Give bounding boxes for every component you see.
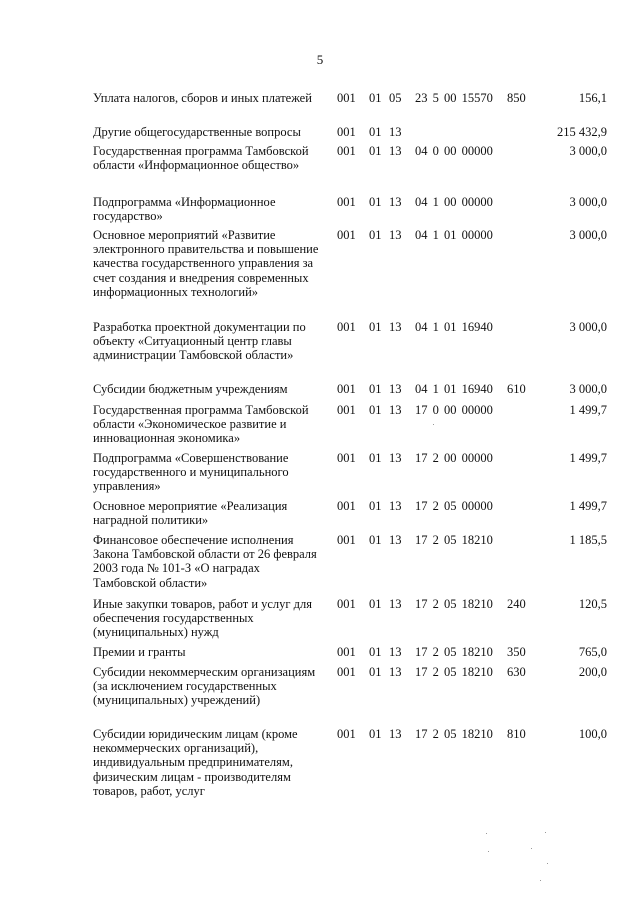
row-name: Субсидии некоммерческим организациям (за исключением государственных (муниципальных) учреждений) <box>93 665 316 708</box>
csr-code: 04 1 01 16940 <box>415 320 493 334</box>
vr-code: 350 <box>507 645 526 659</box>
page-number: 5 <box>316 52 324 67</box>
vr-code: 240 <box>507 597 526 611</box>
row-name: Субсидии бюджетным учреждениям <box>93 382 288 396</box>
row-name: Субсидии юридическим лицам (кроме некоммерческих организаций), индивидуальным предпринимателям, физическим лицам - производителям товаров, работ, услуг <box>93 727 298 798</box>
row-name: Иные закупки товаров, работ и услуг для обеспечения государственных (муниципальных) нужд <box>93 597 313 640</box>
row-sum: 3 000,0 <box>569 195 607 209</box>
row-name: Подпрограмма «Информационное государство» <box>93 195 276 224</box>
rz-code: 01 <box>369 499 382 513</box>
ved-code: 001 <box>337 403 356 417</box>
ved-code: 001 <box>337 125 356 139</box>
rz-code: 01 <box>369 195 382 209</box>
ved-code: 001 <box>337 727 356 741</box>
rz-code: 01 <box>369 144 382 158</box>
csr-code: 17 2 05 18210 <box>415 533 493 547</box>
pr-code: 13 <box>389 403 402 417</box>
row-sum: 1 499,7 <box>569 403 607 417</box>
pr-code: 13 <box>389 597 402 611</box>
rz-code: 01 <box>369 382 382 396</box>
row-sum: 1 499,7 <box>569 499 607 513</box>
rz-code: 01 <box>369 665 382 679</box>
rz-code: 01 <box>369 320 382 334</box>
pr-code: 13 <box>389 228 402 242</box>
csr-code: 17 2 05 00000 <box>415 499 493 513</box>
rz-code: 01 <box>369 91 382 105</box>
csr-code: 04 1 00 00000 <box>415 195 493 209</box>
ved-code: 001 <box>337 533 356 547</box>
rz-code: 01 <box>369 451 382 465</box>
row-name: Финансовое обеспечение исполнения Закона Тамбовской области от 26 февраля 2003 года № 101-З «О наградах Тамбовской области» <box>93 533 317 590</box>
row-sum: 1 185,5 <box>569 533 607 547</box>
row-sum: 215 432,9 <box>557 125 607 139</box>
pr-code: 13 <box>389 320 402 334</box>
pr-code: 13 <box>389 727 402 741</box>
csr-code: 17 2 00 00000 <box>415 451 493 465</box>
csr-code: 23 5 00 15570 <box>415 91 493 105</box>
pr-code: 13 <box>389 665 402 679</box>
ved-code: 001 <box>337 499 356 513</box>
row-sum: 100,0 <box>578 727 607 741</box>
vr-code: 610 <box>507 382 526 396</box>
csr-code: 04 1 01 00000 <box>415 228 493 242</box>
rz-code: 01 <box>369 533 382 547</box>
pr-code: 13 <box>389 451 402 465</box>
pr-code: 13 <box>389 195 402 209</box>
ved-code: 001 <box>337 91 356 105</box>
pr-code: 13 <box>389 125 402 139</box>
pr-code: 13 <box>389 144 402 158</box>
row-sum: 200,0 <box>578 665 607 679</box>
row-name: Государственная программа Тамбовской области «Информационное общество» <box>93 144 309 173</box>
csr-code: 04 0 00 00000 <box>415 144 493 158</box>
row-sum: 156,1 <box>578 91 607 105</box>
vr-code: 810 <box>507 727 526 741</box>
csr-code: 17 2 05 18210 <box>415 645 493 659</box>
row-name: Подпрограмма «Совершенствование государственного и муниципального управления» <box>93 451 289 494</box>
rz-code: 01 <box>369 645 382 659</box>
row-name: Другие общегосударственные вопросы <box>93 125 301 139</box>
csr-code: 17 0 00 00000 <box>415 403 493 417</box>
row-sum: 1 499,7 <box>569 451 607 465</box>
ved-code: 001 <box>337 195 356 209</box>
row-sum: 3 000,0 <box>569 382 607 396</box>
csr-code: 04 1 01 16940 <box>415 382 493 396</box>
rz-code: 01 <box>369 403 382 417</box>
rz-code: 01 <box>369 228 382 242</box>
row-name: Уплата налогов, сборов и иных платежей <box>93 91 312 105</box>
pr-code: 13 <box>389 382 402 396</box>
ved-code: 001 <box>337 645 356 659</box>
row-name: Государственная программа Тамбовской области «Экономическое развитие и инновационная экономика» <box>93 403 309 446</box>
csr-code: 17 2 05 18210 <box>415 597 493 611</box>
ved-code: 001 <box>337 382 356 396</box>
row-sum: 120,5 <box>578 597 607 611</box>
ved-code: 001 <box>337 597 356 611</box>
ved-code: 001 <box>337 665 356 679</box>
ved-code: 001 <box>337 144 356 158</box>
pr-code: 05 <box>389 91 402 105</box>
pr-code: 13 <box>389 499 402 513</box>
ved-code: 001 <box>337 451 356 465</box>
vr-code: 630 <box>507 665 526 679</box>
row-name: Разработка проектной документации по объекту «Ситуационный центр главы администрации Тамбовской области» <box>93 320 306 363</box>
row-sum: 765,0 <box>578 645 607 659</box>
row-sum: 3 000,0 <box>569 228 607 242</box>
rz-code: 01 <box>369 597 382 611</box>
row-name: Премии и гранты <box>93 645 186 659</box>
row-name: Основное мероприятие «Реализация наградной политики» <box>93 499 288 528</box>
csr-code: 17 2 05 18210 <box>415 727 493 741</box>
ved-code: 001 <box>337 320 356 334</box>
row-sum: 3 000,0 <box>569 144 607 158</box>
pr-code: 13 <box>389 533 402 547</box>
row-sum: 3 000,0 <box>569 320 607 334</box>
csr-code: 17 2 05 18210 <box>415 665 493 679</box>
rz-code: 01 <box>369 125 382 139</box>
rz-code: 01 <box>369 727 382 741</box>
vr-code: 850 <box>507 91 526 105</box>
pr-code: 13 <box>389 645 402 659</box>
ved-code: 001 <box>337 228 356 242</box>
row-name: Основное мероприятий «Развитие электронного правительства и повышение качества государственного управления за счет создания и внедрения современных информационных технологий» <box>93 228 319 299</box>
